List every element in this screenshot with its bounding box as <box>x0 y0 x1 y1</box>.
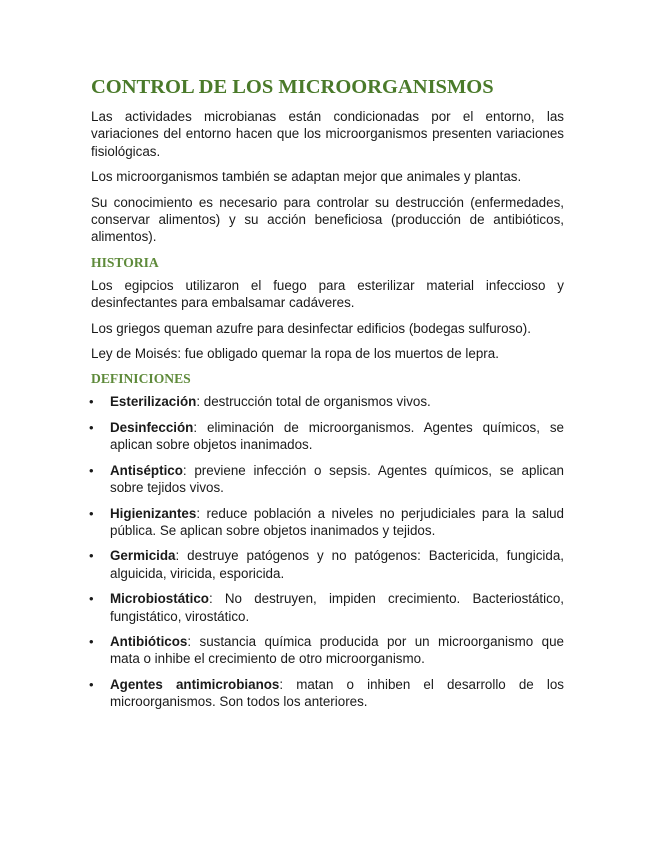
definition-item <box>91 590 564 625</box>
definition-term: Germicida <box>110 548 176 564</box>
section-heading-definiciones: DEFINICIONES <box>91 371 191 387</box>
definition-term: Esterilización <box>110 394 197 410</box>
bullet-icon: • <box>89 548 94 564</box>
page-title: CONTROL DE LOS MICROORGANISMOS <box>91 76 494 98</box>
definition-item <box>91 633 564 668</box>
definition-item <box>91 547 564 582</box>
definition-text: : eliminación de microorganismos. Agentes químicos, se aplican sobre objetos inanimados. <box>110 419 564 453</box>
bullet-icon: • <box>89 419 94 435</box>
bullet-icon: • <box>89 591 94 607</box>
definition-text: : reduce población a niveles no perjudiciales para la salud pública. Se aplican sobre objetos inanimados y tejidos. <box>110 505 564 538</box>
intro-paragraph-3: Su conocimiento es necesario para controlar su destrucción (enfermedades, conservar alimentos) y su acción beneficiosa (producción de antibióticos, alimentos). <box>91 194 564 245</box>
definition-item <box>91 505 564 540</box>
bullet-icon: • <box>89 676 94 692</box>
intro-paragraph-2: Los microorganismos también se adaptan mejor que animales y plantas. <box>91 169 522 185</box>
bullet-icon: • <box>89 633 94 649</box>
section-heading-historia: HISTORIA <box>91 254 159 270</box>
intro-paragraph-1: Las actividades microbianas están condicionadas por el entorno, las variaciones del entorno hacen que los microorganismos presenten variaciones fisiológicas. <box>91 109 564 159</box>
definition-term: Microbiostático <box>110 591 209 607</box>
definition-text: : previene infección o sepsis. Agentes químicos, se aplican sobre tejidos vivos. <box>110 462 564 496</box>
definition-text: : sustancia química producida por un microorganismo que mata o inhibe el crecimiento de otro microorganismo. <box>110 633 564 667</box>
definition-text: : matan o inhiben el desarrollo de los microorganismos. Son todos los anteriores. <box>110 676 564 710</box>
definition-term: Antibióticos <box>110 633 188 649</box>
definition-term: Agentes antimicrobianos <box>110 676 280 692</box>
historia-paragraph-2: Los griegos queman azufre para desinfectar edificios (bodegas sulfuroso). <box>91 320 531 336</box>
document-page <box>91 74 564 719</box>
historia-paragraph-3: Ley de Moisés: fue obligado quemar la ropa de los muertos de lepra. <box>91 346 499 362</box>
bullet-icon: • <box>89 462 94 478</box>
definition-term: Antiséptico <box>110 462 183 478</box>
bullet-icon: • <box>89 505 94 521</box>
definition-item <box>91 462 564 497</box>
definition-text: : destrucción total de organismos vivos. <box>196 394 431 410</box>
bullet-icon: • <box>89 394 94 410</box>
definitions-list <box>91 393 564 710</box>
historia-paragraph-1: Los egipcios utilizaron el fuego para esterilizar material infeccioso y desinfectantes para embalsamar cadáveres. <box>91 277 564 311</box>
definition-text: : destruye patógenos y no patógenos: Bactericida, fungicida, alguicida, viricida, esporicida. <box>110 548 564 581</box>
definition-term: Desinfección <box>110 419 194 435</box>
definition-text: : No destruyen, impiden crecimiento. Bacteriostático, fungistático, virostático. <box>110 591 564 624</box>
definition-term: Higienizantes <box>110 505 197 521</box>
definition-item <box>91 393 564 410</box>
definition-item <box>91 419 564 454</box>
definition-item <box>91 676 564 711</box>
